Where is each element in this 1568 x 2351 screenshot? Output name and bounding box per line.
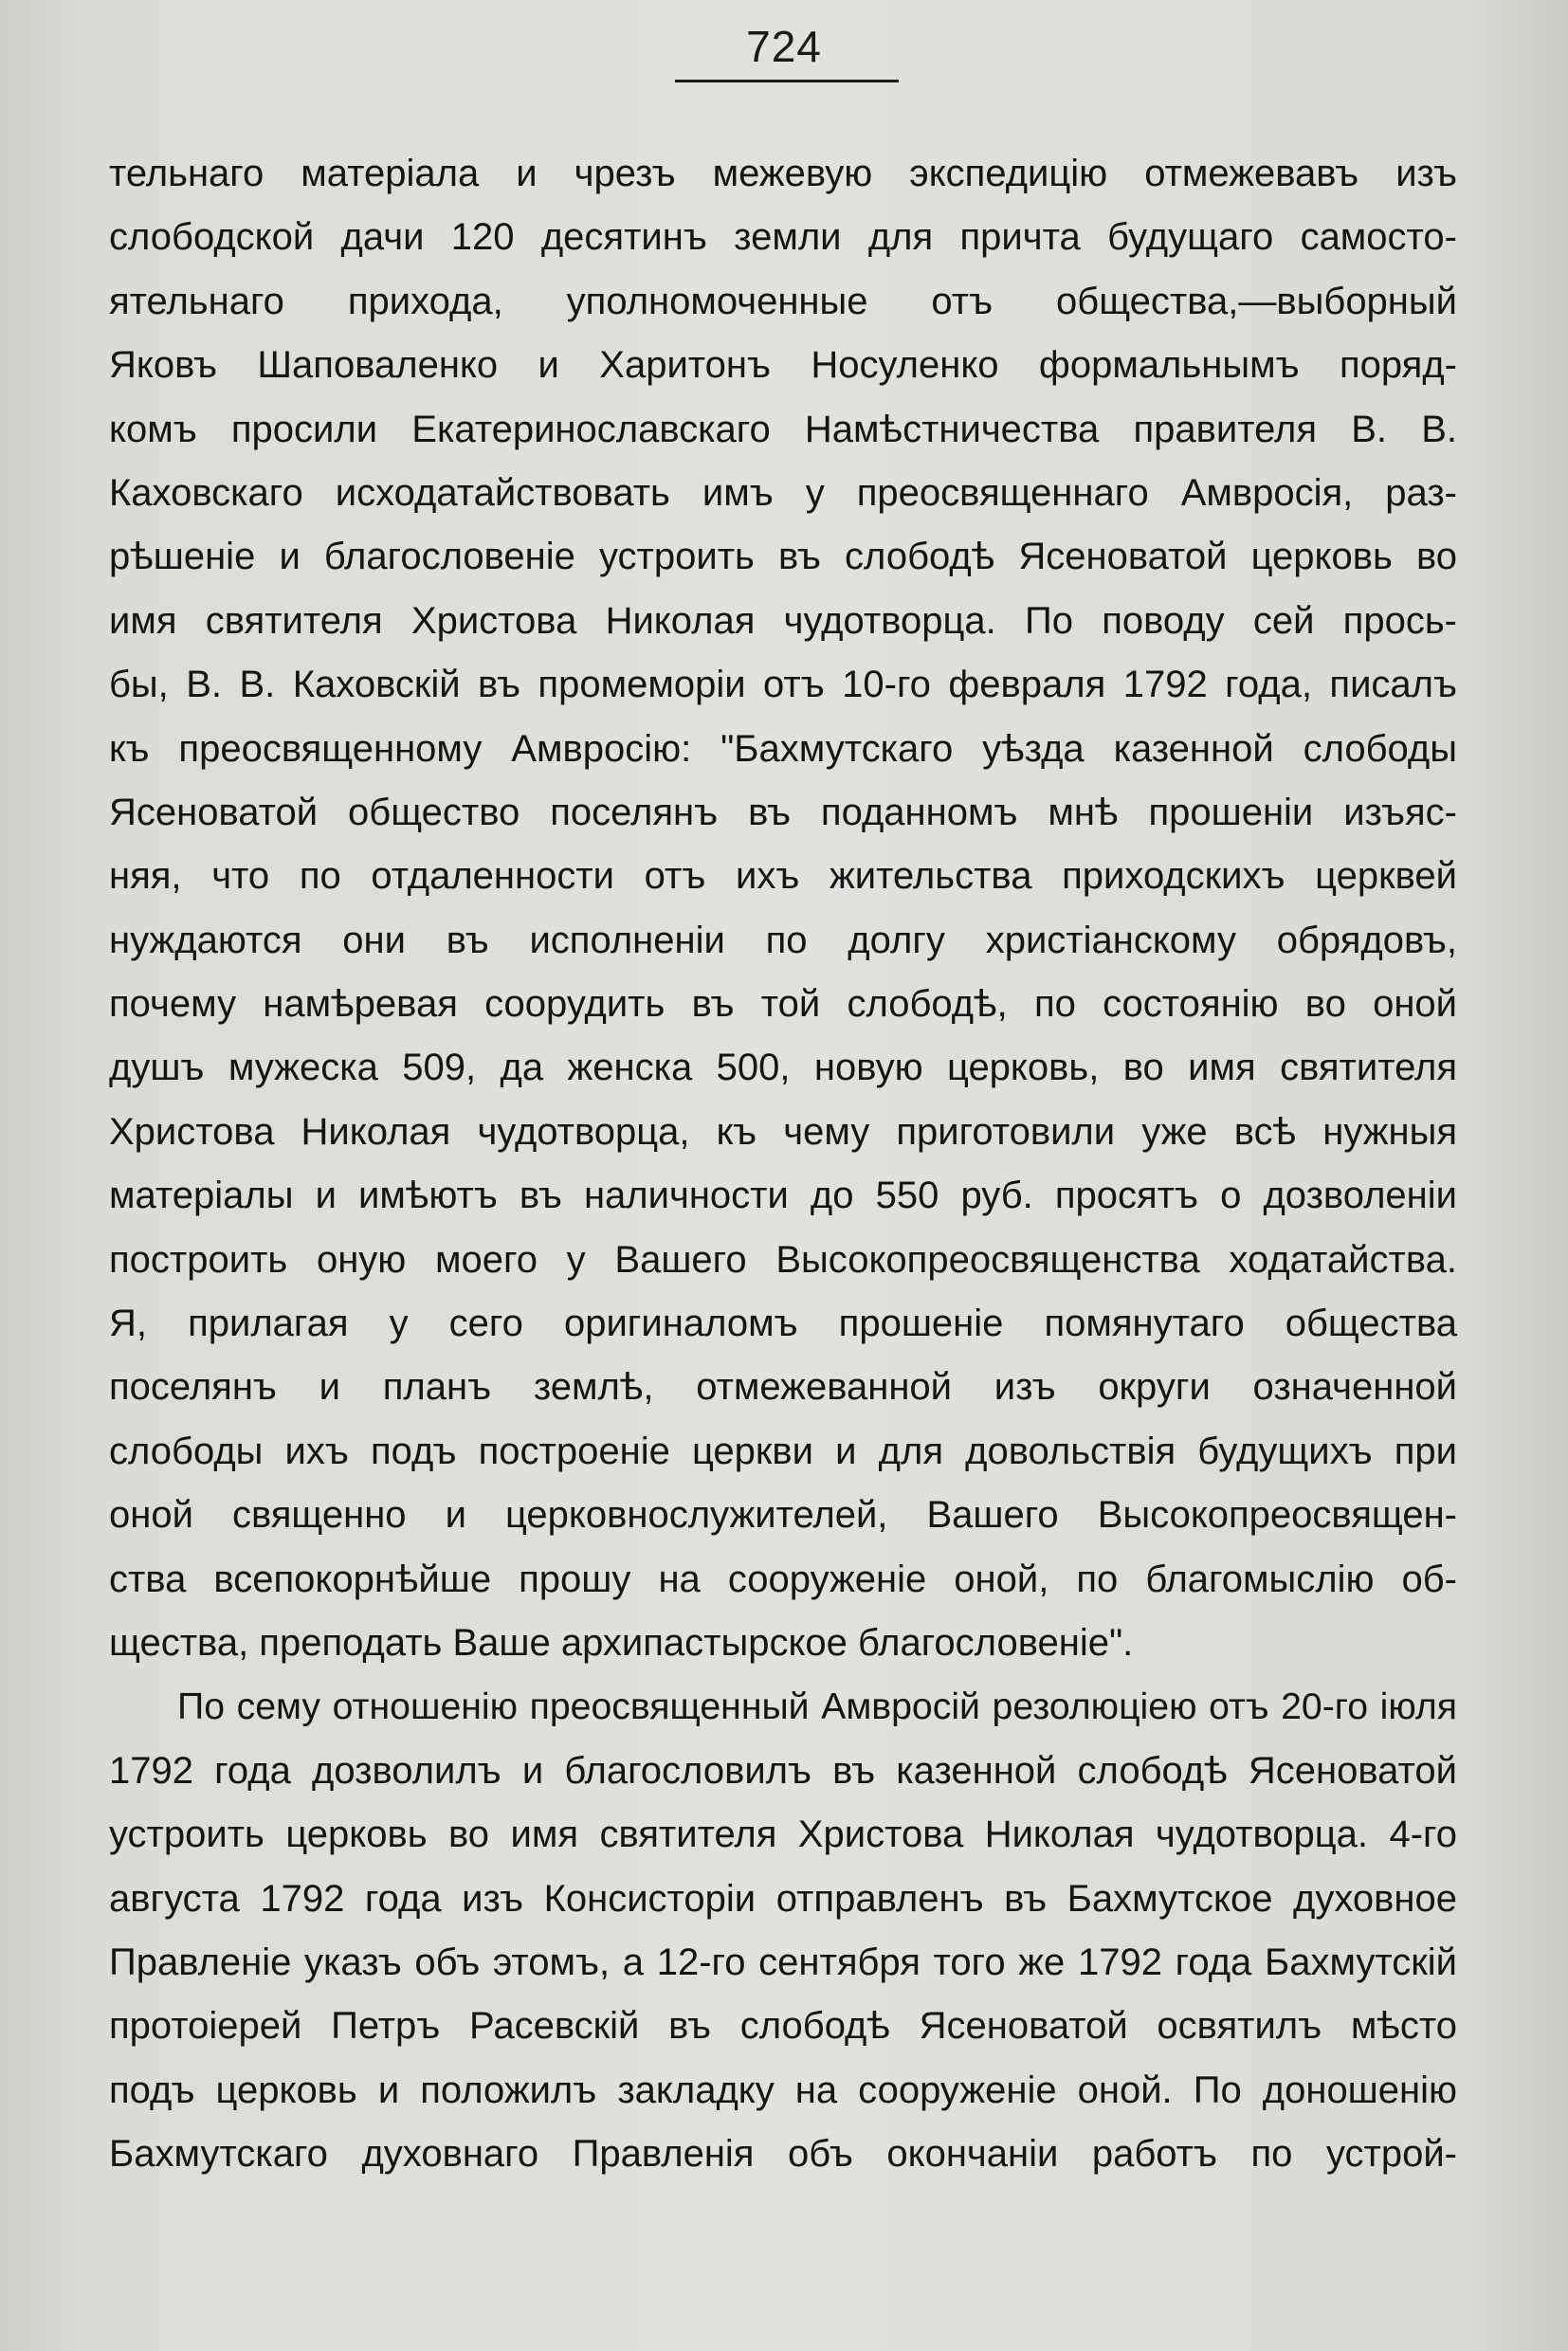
text-line: По сему отношенію преосвященный Амвросій резолюціею отъ 20-го іюля [177, 1686, 1457, 1728]
text-line: Каховскаго исходатайствовать имъ у преосвященнаго Амвросія, раз- [109, 471, 1457, 514]
text-line: почему намѣревая соорудить въ той слободѣ, по состоянію во оной [109, 983, 1457, 1026]
text-line: слободы ихъ подъ построеніе церкви и для довольствія будущихъ при [109, 1430, 1457, 1472]
body-text [109, 142, 1457, 2187]
text-line: няя, что по отдаленности отъ ихъ жительства приходскихъ церквей [109, 855, 1457, 898]
text-line: Правленіе указъ объ этомъ, а 12-го сентября того же 1792 года Бахмутскій [109, 1941, 1457, 1983]
text-line: рѣшеніе и благословеніе устроить въ слободѣ Ясеноватой церковь во [109, 536, 1457, 578]
text-line: устроить церковь во имя святителя Христова Николая чудотворца. 4-го [109, 1813, 1457, 1856]
text-line: 1792 года дозволилъ и благословилъ въ казенной слободѣ Ясеноватой [109, 1749, 1457, 1792]
text-line: тельнаго матеріала и чрезъ межевую экспедицію отмежевавъ изъ [109, 153, 1457, 194]
text-line: Бахмутскаго духовнаго Правленія объ окончаніи работъ по устрой- [109, 2133, 1457, 2176]
text-line: Христова Николая чудотворца, къ чему приготовили уже всѣ нужныя [109, 1110, 1457, 1153]
text-line: оной священно и церковнослужителей, Вашего Высокопреосвящен- [109, 1494, 1457, 1537]
text-line: комъ просили Екатеринославскаго Намѣстничества правителя В. В. [109, 408, 1457, 450]
text-line: августа 1792 года изъ Консисторіи отправленъ въ Бахмутское духовное [109, 1877, 1457, 1920]
text-line: построить оную моего у Вашего Высокопреосвященства ходатайства. [109, 1238, 1457, 1281]
text-line: щества, преподать Ваше архипастырское благословеніе". [109, 1621, 1134, 1664]
text-line: поселянъ и планъ землѣ, отмежеванной изъ округи означенной [109, 1366, 1457, 1409]
text-line: Я, прилагая у сего оригиналомъ прошеніе помянутаго общества [109, 1303, 1457, 1345]
paragraph-1 [109, 142, 1457, 1675]
text-line: ства всепокорнѣйше прошу на сооруженіе оной, по благомыслію об- [109, 1558, 1457, 1600]
text-line: матеріалы и имѣютъ въ наличности до 550 руб. просятъ о дозволеніи [109, 1175, 1457, 1217]
text-line: бы, В. В. Каховскій въ промеморіи отъ 10-го февраля 1792 года, писалъ [109, 664, 1457, 706]
paragraph-2 [109, 1675, 1457, 2186]
page-number: 724 [746, 22, 822, 71]
header-rule [675, 80, 899, 82]
text-line: подъ церковь и положилъ закладку на сооруженіе оной. По доношенію [109, 2069, 1457, 2111]
text-line: ятельнаго прихода, уполномоченные отъ общества,—выборный [109, 280, 1457, 322]
text-line: Ясеноватой общество поселянъ въ поданномъ мнѣ прошеніи изъяс- [109, 791, 1457, 833]
text-line: Яковъ Шаповаленко и Харитонъ Носуленко формальнымъ поряд- [109, 344, 1457, 387]
text-line: къ преосвященному Амвросію: "Бахмутскаго уѣзда казенной слободы [109, 727, 1457, 770]
text-line: душъ мужеска 509, да женска 500, новую церковь, во имя святителя [109, 1047, 1457, 1089]
text-line: слободской дачи 120 десятинъ земли для причта будущаго самосто- [109, 216, 1457, 259]
text-line: имя святителя Христова Николая чудотворца. По поводу сей прось- [109, 599, 1457, 642]
text-line: протоіерей Петръ Расевскій въ слободѣ Ясеноватой освятилъ мѣсто [109, 2005, 1457, 2048]
text-line: нуждаются они въ исполненіи по долгу христіанскому обрядовъ, [109, 919, 1457, 961]
